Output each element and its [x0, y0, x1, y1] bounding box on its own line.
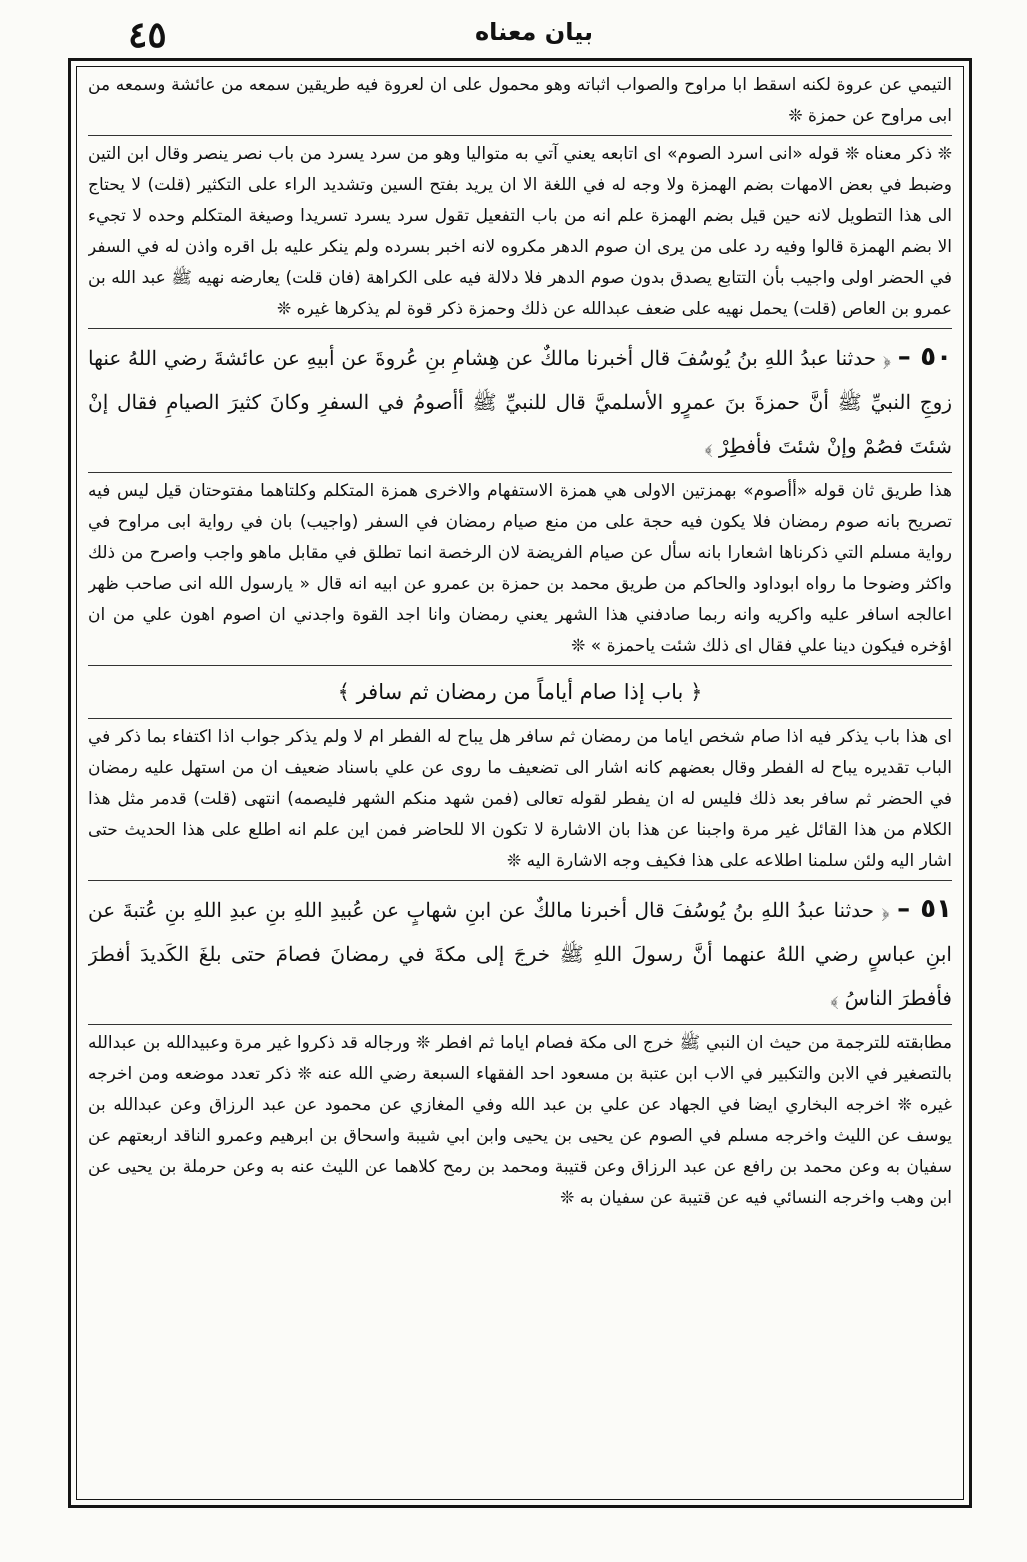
- hadith-number: ٥٠ –: [897, 342, 952, 372]
- hadith-body: ﴿ حدثنا عبدُ اللهِ بنُ يُوسُفَ قال أخبرنا مالكٌ عن ابنِ شهابٍ عن عُبيدِ اللهِ بنِ عبدِ اللهِ بنِ عُتبةَ عن ابنِ عباسٍ رضي اللهُ عنهما أنَّ رسولَ اللهِ ﷺ خرجَ إلى مكةَ في رمضانَ فصامَ حتى بلغَ الكَديدَ أفطرَ فأفطرَ الناسُ ﴾: [88, 898, 952, 1010]
- page-number: ٤٥: [128, 14, 167, 56]
- divider: [88, 718, 952, 719]
- divider: [88, 880, 952, 881]
- page-title: بیان معناه: [475, 18, 594, 46]
- divider: [88, 1024, 952, 1025]
- hadith-number: ٥١ –: [897, 894, 952, 924]
- hadith-body: ﴿ حدثنا عبدُ اللهِ بنُ يُوسُفَ قال أخبرنا مالكٌ عن هِشامِ بنِ عُروةَ عن أبيهِ عن عائشةَ رضي اللهُ عنها زوجِ النبيِّ ﷺ أنَّ حمزةَ بنَ عمرٍو الأسلميَّ قال للنبيِّ ﷺ أأصومُ في السفرِ وكانَ كثيرَ الصيامِ فقال إنْ شئتَ فصُمْ وإنْ شئتَ فأفطِرْ ﴾: [88, 346, 952, 458]
- divider: [88, 328, 952, 329]
- divider: [88, 665, 952, 666]
- divider: [88, 472, 952, 473]
- commentary-paragraph: ❊ ذكر معناه ❊ قوله «انى اسرد الصوم» اى اتابعه يعني آتي به متواليا وهو من سرد يسرد من باب نصر ينصر وقال ابن التين وضبط في بعض الامهات بضم الهمزة ولا وجه له في اللغة الا ان يريد بفتح السين وتشديد الراء على التكثير (قلت) لا يحتاج الى هذا التطويل لانه حين قيل بضم الهمزة علم انه من باب التفعيل تقول سرد يسرد تسريدا وصيغة المتكلم وحده لا تجيء الا بضم الهمزة قالوا وفيه رد على من يرى ان صوم الدهر مكروه لانه اخبر بسرده ولم ينكر عليه بل اقره واذن له في السفر في الحضر اولى واجيب بأن التتابع يصدق بدون صوم الدهر فلا دلالة فيه على الكراهة (فان قلت) يعارضه نهيه ﷺ عبد الله بن عمرو بن العاص (قلت) يحمل نهيه على ضعف عبدالله عن ذلك وحمزة ذكر قوة لم يذكرها غيره ❊: [88, 144, 952, 319]
- divider: [88, 135, 952, 136]
- hadith-text-51: [88, 887, 952, 1020]
- commentary-paragraph: التيمي عن عروة لكنه اسقط ابا مراوح والصواب اثباته وهو محمول على ان لعروة فيه طريقين سمعه من عائشة وسمعه من ابى مراوح عن حمزة ❊: [88, 75, 952, 126]
- commentary-paragraph: اى هذا باب يذكر فيه اذا صام شخص اياما من رمضان ثم سافر هل يباح له الفطر ام لا ولم يذكر جواب اذا اكتفاء بما ذكر في الباب تقديره يباح له الفطر وقال بعضهم كانه اشار الى تضعيف ما روى عن علي باسناد ضعيف ان من استهل عليه رمضان في الحضر ثم سافر بعد ذلك فليس له ان يفطر لقوله تعالى (فمن شهد منكم الشهر فليصمه) انتهى (قلت) قدمر مثل هذا الكلام من هذا القائل غير مرة واجبنا عن هذا بان الاشارة لا تكون الا للحاضر فمن اين علم انه اطلع على هذا الحديث حتى اشار اليه ولئن سلمنا اطلاعه على هذا فكيف وجه الاشارة اليه ❊: [88, 727, 952, 871]
- hadith-text-50: [88, 335, 952, 468]
- page-body: [88, 70, 952, 1492]
- commentary-paragraph: مطابقته للترجمة من حيث ان النبي ﷺ خرج الى مكة فصام اياما ثم افطر ❊ ورجاله قد ذكروا غير مرة وعبيدالله بن عبدالله بالتصغير في الابن والتكبير في الاب ابن عتبة بن مسعود احد الفقهاء السبعة رضي الله عنه ❊ ذكر تعدد موضعه ومن اخرجه غيره ❊ اخرجه البخاري ايضا في الجهاد عن علي بن عبد الله وفي المغازي عن محمود عن عبد الرزاق وعن عبدالله بن يوسف عن الليث واخرجه مسلم في الصوم عن يحيى بن يحيى وابن ابي شيبة واسحاق بن ابرهيم وعمرو الناقد اربعتهم عن سفيان به وعن محمد بن رافع عن عبد الرزاق وعن قتيبة ومحمد بن رمح كلاهما عن الليث عنه به وعن حرملة بن يحيى عن ابن وهب واخرجه النسائي فيه عن قتيبة عن سفيان به ❊: [88, 1033, 952, 1208]
- chapter-heading: ﴿ باب إذا صام أياماً من رمضان ثم سافر ﴾: [337, 680, 703, 704]
- commentary-paragraph: هذا طريق ثان قوله «أأصوم» بهمزتين الاولى هي همزة الاستفهام والاخرى همزة المتكلم وكلتاهما مفتوحتان قيل ليس فيه تصريح بانه صوم رمضان فلا يكون فيه حجة على من منع صيام رمضان في السفر (واجيب) بان في رواية ابى مراوح في رواية مسلم التي ذكرناها اشعارا بانه سأل عن صيام الفريضة لان الرخصة انما تطلق في مقابل ماهو واجب واصرح من ذلك واكثر وضوحا ما رواه ابوداود والحاكم من طريق محمد بن حمزة بن عمرو عن ابيه انه قال « يارسول الله انى صاحب ظهر اعالجه اسافر عليه واكريه وانه ربما صادفني هذا الشهر يعني رمضان وانا اجد القوة واجدني ان اصوم اهون علي من ان اؤخره فيكون دينا علي فقال اى ذلك شئت ياحمزة » ❊: [88, 481, 952, 656]
